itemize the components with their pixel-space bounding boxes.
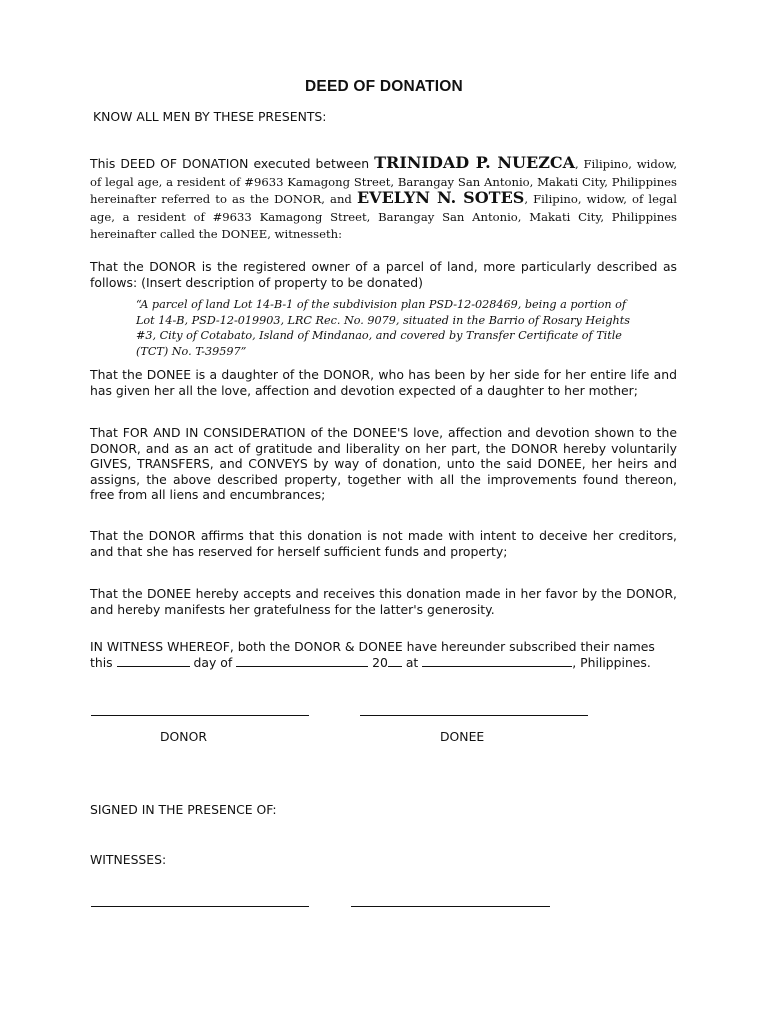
at-label: at [405,655,419,670]
witness-signature-line-1[interactable] [91,906,309,907]
year-prefix: 20 [372,655,388,670]
property-description: “A parcel of land Lot 14-B-1 of the subdivision plan PSD-12-028469, being a portion of Lot 14-B, PSD-12-019903, LRC Rec. No. 9079, situated in the Barrio of Rosary Heights #3, City of Cotabato, Island of Mindanao, and covered by Transfer Certificate of Title (TCT) No. T-39597” [136,298,630,358]
year-blank[interactable] [388,655,402,667]
document-title: DEED OF DONATION [305,78,463,95]
intro-text-3: , Filipino, widow, of legal age, a resident of #9633 Kamagong Street, Barangay San Antonio, Makati City, Philippines hereinafter called the DONEE, witnesseth: [90,192,677,241]
salutation: KNOW ALL MEN BY THESE PRESENTS: [93,109,327,124]
country-label: , Philippines. [572,655,651,670]
signed-presence-label: SIGNED IN THE PRESENCE OF: [90,802,277,817]
consideration-paragraph: That FOR AND IN CONSIDERATION of the DONEE'S love, affection and devotion shown to the DONOR, and as an act of gratitude and liberality on her part, the DONOR hereby voluntarily GIVES, TRANSFERS, and CONVEYS by way of donation, unto the said DONEE, her heirs and assigns, the above described property, together with all the improvements found thereon, free from all liens and encumbrances; [90,425,677,502]
witness-signature-line-2[interactable] [351,906,550,907]
witness-statement: IN WITNESS WHEREOF, both the DONOR & DONEE have hereunder subscribed their names [90,639,655,654]
day-blank[interactable] [117,655,190,667]
donee-label: DONEE [440,729,485,744]
intro-text-2: , Filipino, widow, of legal age, a resident of #9633 Kamagong Street, Barangay San Antonio, Makati City, Philippines hereinafter referred to as the DONOR, and [90,157,678,206]
donee-signature-line[interactable] [360,715,588,716]
donor-name: TRINIDAD P. NUEZCA [374,153,576,172]
place-blank[interactable] [422,655,572,667]
affirm-paragraph: That the DONOR affirms that this donation is not made with intent to deceive her creditors, and that she has reserved for herself sufficient funds and property; [90,528,677,559]
donor-signature-line[interactable] [91,715,309,716]
daughter-paragraph: That the DONEE is a daughter of the DONOR, who has been by her side for her entire life and has given her all the love, affection and devotion expected of a daughter to her mother; [90,367,677,398]
donee-name: EVELYN N. SOTES [356,188,525,207]
owner-paragraph: That the DONOR is the registered owner of a parcel of land, more particularly described as follows: (Insert description of property to be donated) [90,259,677,290]
donor-label: DONOR [160,729,207,744]
accept-paragraph: That the DONEE hereby accepts and receives this donation made in her favor by the DONOR, and hereby manifests her gratefulness for the latter's generosity. [90,586,677,617]
witness-date-line [90,655,651,670]
day-of-label: day of [193,655,233,670]
month-blank[interactable] [236,655,368,667]
this-label: this [90,655,113,670]
witnesses-label: WITNESSES: [90,852,167,867]
intro-paragraph [90,155,677,243]
intro-text-1: This DEED OF DONATION executed between [90,156,375,171]
